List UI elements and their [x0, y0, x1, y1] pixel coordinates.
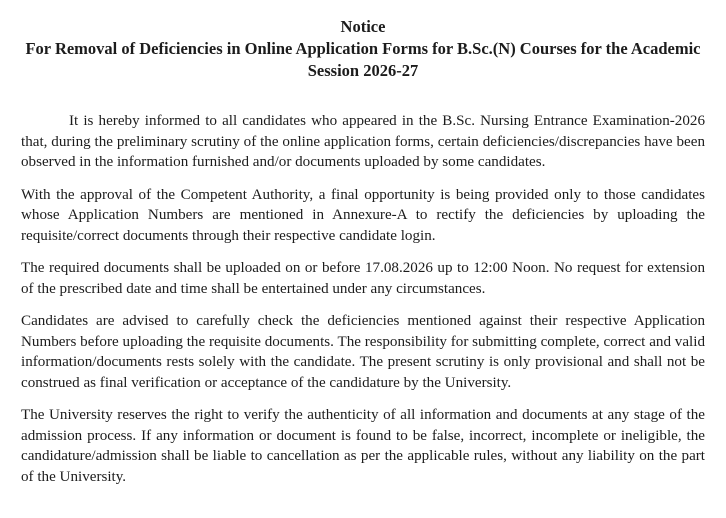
paragraph-deadline: The required documents shall be uploaded on or before 17.08.2026 up to 12:00 Noon. No request for extension of the prescribed date and time shall be entertained under any circumstances. — [21, 260, 705, 297]
notice-subject: For Removal of Deficiencies in Online Application Forms for B.Sc.(N) Courses for the Academic Session 2026-27 — [25, 39, 701, 80]
notice-document — [21, 16, 705, 487]
paragraph-final-opportunity: With the approval of the Competent Authority, a final opportunity is being provided only to those candidates whose Application Numbers are mentioned in Annexure-A to rectify the deficiencies by uploading the requisite/correct documents through their respective candidate login. — [21, 186, 705, 244]
paragraph-candidate-responsibility: Candidates are advised to carefully check the deficiencies mentioned against their respective Application Numbers before uploading the requisite documents. The responsibility for submitting complete, correct and valid information/documents rests solely with the candidate. The present scrutiny is only provisional and shall not be construed as final verification or acceptance of the candidature by the University. — [21, 313, 705, 391]
paragraph-university-rights: The University reserves the right to verify the authenticity of all information and documents at any stage of the admission process. If any information or document is found to be false, incorrect, incomplete or ineligible, the candidature/admission shall be liable to cancellation as per the applicable rules, without any liability on the part of the University. — [21, 407, 705, 485]
notice-heading: Notice — [340, 17, 386, 36]
paragraph-intro: It is hereby informed to all candidates who appeared in the B.Sc. Nursing Entrance Examination-2026 that, during the preliminary scrutiny of the online application forms, certain deficiencies/discrepancies have been observed in the information furnished and/or documents uploaded by some candidates. — [21, 113, 705, 170]
